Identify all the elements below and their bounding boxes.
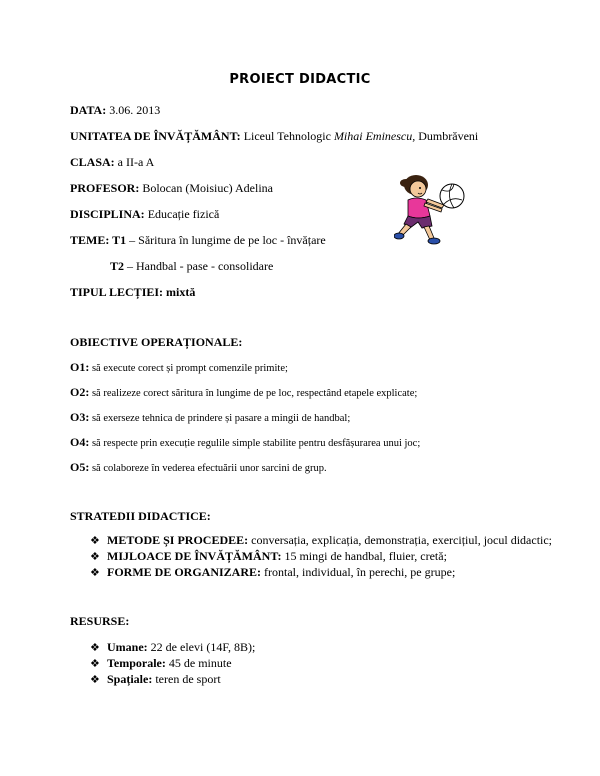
field-disciplina (70, 207, 219, 221)
tema-code: T1 (109, 233, 127, 247)
page-title: PROIECT DIDACTIC (229, 72, 371, 87)
list-item (90, 640, 255, 655)
item-label: Umane: (107, 640, 148, 654)
item-text: 45 de minute (165, 656, 232, 670)
objective-code: O3: (70, 410, 90, 424)
tema-code: T2 (110, 259, 125, 273)
face-shape (410, 181, 426, 197)
list-item (90, 672, 221, 687)
section-heading-strategii (70, 509, 211, 523)
field-label: CLASA: (70, 155, 115, 169)
item-label: Spațiale: (107, 672, 153, 686)
volleyball-girl-illustration (394, 172, 466, 246)
field-label: PROFESOR: (70, 181, 140, 195)
objective-item (70, 410, 350, 426)
objective-text: să realizeze corect săritura în lungime de pe loc, respectând etapele explicate; (89, 388, 418, 399)
shoe-shape (428, 238, 440, 244)
item-label: METODE ȘI PROCEDEE: (107, 533, 249, 547)
section-heading-resurse (70, 614, 129, 628)
objective-text: să exerseze tehnica de prindere și pasare a mingii de handbal; (89, 413, 351, 424)
objective-code: O1: (70, 360, 90, 374)
objective-code: O2: (70, 385, 90, 399)
eye-shape (419, 187, 421, 189)
objective-item (70, 360, 288, 376)
field-tipul-lectiei (70, 285, 195, 299)
field-profesor (70, 181, 273, 195)
objective-item (70, 385, 417, 401)
field-label: TIPUL LECȚIEI: (70, 285, 164, 299)
diamond-bullet-icon: ❖ (90, 551, 100, 563)
field-unitate (70, 129, 478, 143)
field-value: Dumbrăveni (415, 129, 479, 143)
hair-pigtail (400, 179, 412, 187)
objective-item (70, 460, 327, 476)
field-value: a II-a A (114, 155, 155, 169)
tema-text: – Handbal - pase - consolidare (124, 259, 274, 273)
field-label: TEME: (70, 233, 110, 247)
field-clasa (70, 155, 154, 169)
diamond-bullet-icon: ❖ (90, 658, 100, 670)
shoe-shape (394, 233, 404, 239)
item-text: 22 de elevi (14F, 8B); (147, 640, 256, 654)
diamond-bullet-icon: ❖ (90, 567, 100, 579)
list-item (90, 656, 232, 671)
list-item (90, 533, 552, 548)
field-value: mixtă (163, 285, 196, 299)
field-label: DATA: (70, 103, 107, 117)
diamond-bullet-icon: ❖ (90, 674, 100, 686)
list-item (90, 549, 447, 564)
item-label: Temporale: (107, 656, 166, 670)
field-value: 3.06. 2013 (106, 103, 161, 117)
field-value-italic: Mihai Eminescu, (333, 129, 416, 143)
tema-text: – Săritura în lungime de pe loc - învățare (126, 233, 326, 247)
diamond-bullet-icon: ❖ (90, 535, 100, 547)
list-item (90, 565, 455, 580)
section-heading-obiective (70, 335, 242, 349)
item-text: 15 mingi de handbal, fluier, cretă; (281, 549, 447, 563)
section-heading: OBIECTIVE OPERAȚIONALE: (70, 335, 243, 349)
volleyball-icon (440, 184, 464, 208)
field-value: Educație fizică (144, 207, 220, 221)
field-value: Liceul Tehnologic (240, 129, 334, 143)
item-label: FORME DE ORGANIZARE: (107, 565, 262, 579)
item-label: MIJLOACE DE ÎNVĂȚĂMÂNT: (107, 549, 282, 563)
item-text: frontal, individual, în perechi, pe grupe; (261, 565, 456, 579)
objective-text: să respecte prin execuție regulile simple stabilite pentru desfășurarea unui joc; (89, 438, 421, 449)
objective-text: să colaboreze în vederea efectuării unor sarcini de grup. (89, 463, 327, 474)
section-heading: RESURSE: (70, 614, 130, 628)
item-text: teren de sport (152, 672, 221, 686)
objective-item (70, 435, 420, 451)
diamond-bullet-icon: ❖ (90, 642, 100, 654)
field-value: Bolocan (Moisiuc) Adelina (139, 181, 273, 195)
field-teme (70, 233, 326, 247)
objective-code: O4: (70, 435, 90, 449)
objective-text: să execute corect și prompt comenzile primite; (89, 363, 288, 374)
field-label: DISCIPLINA: (70, 207, 145, 221)
field-data (70, 103, 160, 117)
item-text: conversația, explicația, demonstrația, exercițiul, jocul didactic; (248, 533, 553, 547)
section-heading: STRATEDII DIDACTICE: (70, 509, 211, 523)
field-label: UNITATEA DE ÎNVĂȚĂMÂNT: (70, 129, 241, 143)
objective-code: O5: (70, 460, 90, 474)
field-teme-t2 (110, 259, 273, 273)
